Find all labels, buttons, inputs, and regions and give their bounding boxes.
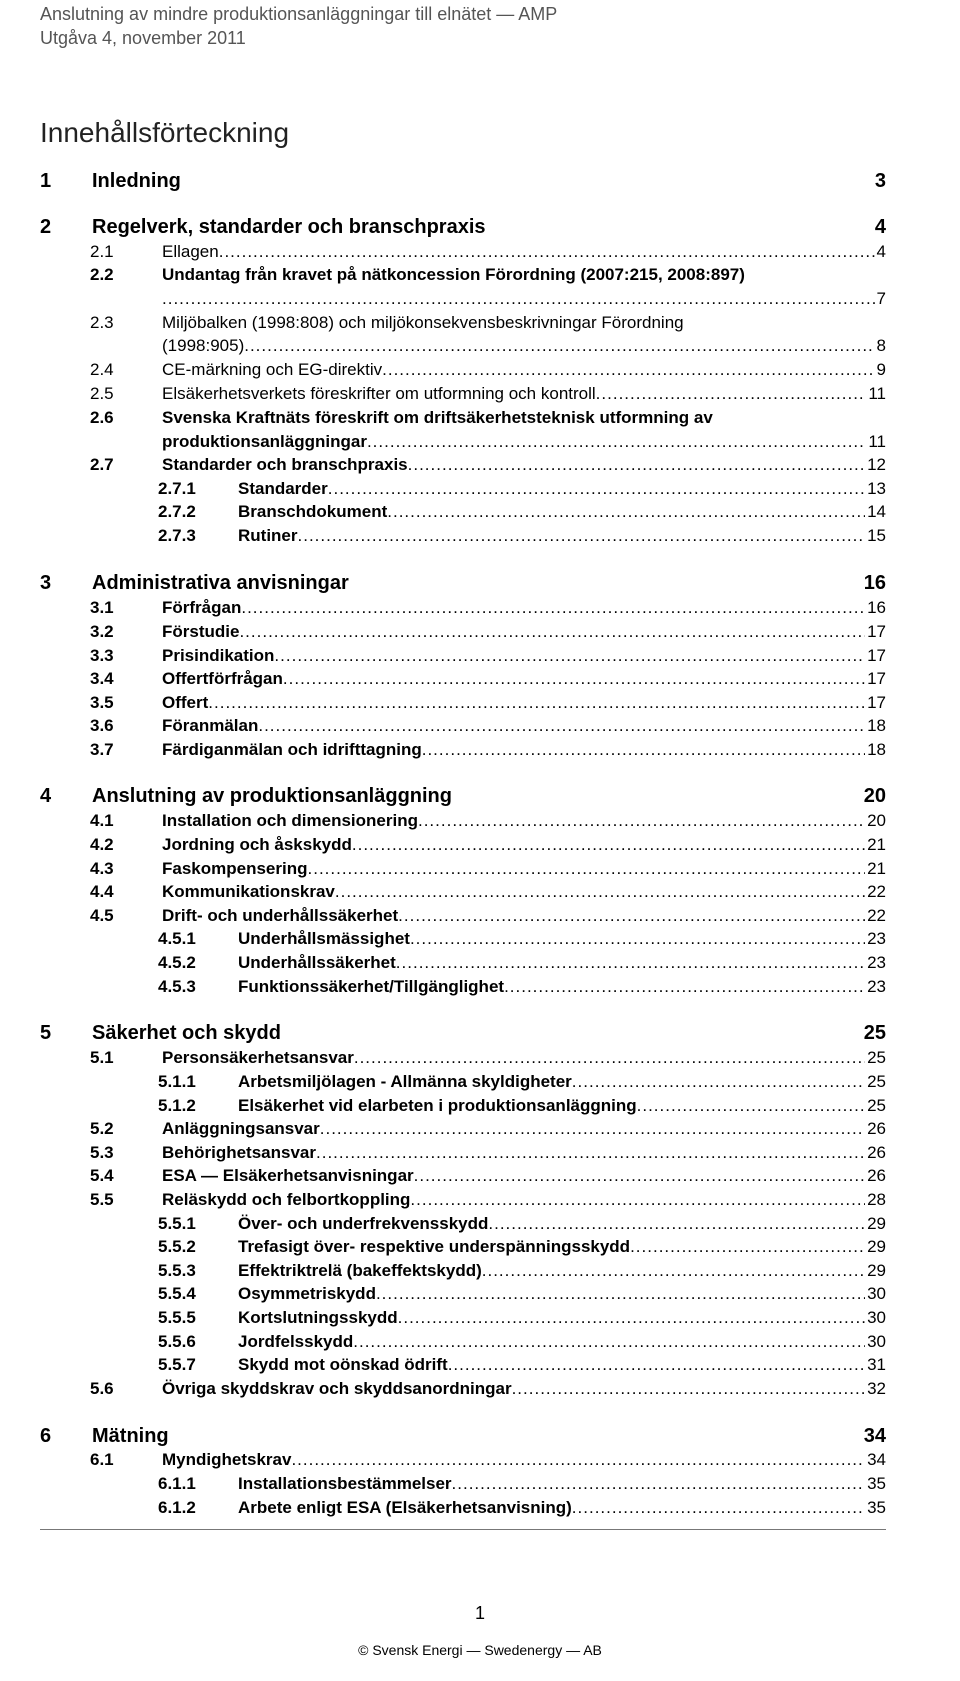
toc-page: 20 (867, 811, 886, 830)
leader-dots (354, 1046, 865, 1070)
toc-page: 29 (867, 1237, 886, 1256)
toc-title: Administrativa anvisningar (92, 572, 349, 594)
toc-entry-3-7[interactable] (90, 738, 886, 762)
toc-page: 25 (867, 1096, 886, 1115)
toc-title: Undantag från kravet på nätkoncession Förordning (2007:215, 2008:897) (162, 265, 745, 284)
toc-title: Ellagen (162, 242, 219, 261)
toc-title: Svenska Kraftnäts föreskrift om driftsäkerhetsteknisk utformning av (162, 408, 713, 427)
toc-page: 4 (874, 216, 886, 238)
toc-title: Elsäkerhetsverkets föreskrifter om utformning och kontroll (162, 384, 596, 403)
toc-title: Arbetsmiljölagen - Allmänna skyldigheter (238, 1072, 572, 1091)
toc-page: 9 (876, 360, 886, 379)
toc-number: 2.7.3 (158, 526, 196, 545)
toc-entry-4-5[interactable] (90, 904, 886, 928)
toc-page: 14 (867, 502, 886, 521)
toc-page: 22 (867, 906, 886, 925)
toc-page: 29 (867, 1214, 886, 1233)
toc-entry-2-6[interactable] (90, 406, 713, 430)
toc-title: Funktionssäkerhet/Tillgänglighet (238, 977, 505, 996)
toc-title: CE-märkning och EG-direktiv (162, 360, 383, 379)
leader-dots (398, 904, 865, 928)
toc-entry-5-5-1[interactable] (158, 1212, 886, 1236)
leader-dots (572, 1496, 865, 1520)
toc-number: 3.6 (90, 716, 114, 735)
leader-dots (219, 240, 875, 264)
toc-number: 4.1 (90, 811, 114, 830)
toc-title: Inledning (92, 170, 181, 192)
toc-entry-5-5-2[interactable] (158, 1235, 886, 1259)
toc-entry-3-1[interactable] (90, 596, 886, 620)
toc-number: 5.5 (90, 1190, 114, 1209)
toc-title: Effektriktrelä (bakeffektskydd) (238, 1261, 482, 1280)
toc-title: Föranmälan (162, 716, 259, 735)
toc-title: (1998:905) (162, 336, 245, 355)
toc-number: 4.5 (90, 906, 114, 925)
toc-number: 5.5.5 (158, 1308, 196, 1327)
toc-number: 1 (40, 170, 52, 192)
toc-title: Behörighetsansvar (162, 1143, 316, 1162)
leader-dots (572, 1070, 865, 1094)
toc-page: 31 (867, 1355, 886, 1374)
leader-dots (387, 500, 865, 524)
toc-page: 16 (863, 572, 886, 594)
toc-title: Installationsbestämmelser (238, 1474, 452, 1493)
toc-entry-4-5-2[interactable] (158, 951, 886, 975)
toc-title: Standarder (238, 479, 328, 498)
toc-page: 25 (867, 1048, 886, 1067)
toc-title: Drift- och underhållssäkerhet (162, 906, 399, 925)
toc-chapter-4[interactable] (40, 783, 886, 809)
toc-chapter-2[interactable] (40, 214, 886, 240)
leader-dots (488, 1212, 865, 1236)
leader-dots (418, 809, 865, 833)
toc-page: 8 (876, 336, 886, 355)
toc-page: 22 (867, 882, 886, 901)
toc-page: 21 (867, 859, 886, 878)
toc-entry-6-1-1[interactable] (158, 1472, 886, 1496)
leader-dots (316, 1141, 865, 1165)
toc-page: 17 (867, 622, 886, 641)
toc-page: 20 (863, 785, 886, 807)
toc-number: 3 (40, 572, 52, 594)
toc-title: Anslutning av produktionsanläggning (92, 785, 452, 807)
toc-entry-5-5-3[interactable] (158, 1259, 886, 1283)
toc-title: Trefasigt över- respektive underspänningsskydd (238, 1237, 631, 1256)
toc-number: 2.6 (90, 408, 114, 427)
toc-title: Arbete enligt ESA (Elsäkerhetsanvisning) (238, 1498, 572, 1517)
toc-page: 21 (867, 835, 886, 854)
toc-number: 3.5 (90, 693, 114, 712)
copyright-notice: © Svensk Energi — Swedenergy — AB (358, 1642, 602, 1658)
toc-number: 5.1.2 (158, 1096, 196, 1115)
toc-page: 3 (874, 170, 886, 192)
toc-page: 34 (863, 1425, 886, 1447)
toc-entry-2-7-2[interactable] (158, 500, 886, 524)
toc-title: Säkerhet och skydd (92, 1022, 281, 1044)
toc-entry-2-7[interactable] (90, 453, 886, 477)
leader-dots (258, 714, 865, 738)
toc-number: 3.3 (90, 646, 114, 665)
toc-title: Kommunikationskrav (162, 882, 335, 901)
toc-page: 26 (867, 1166, 886, 1185)
toc-page: 17 (867, 693, 886, 712)
toc-number: 5.5.6 (158, 1332, 196, 1351)
toc-page: 7 (876, 289, 886, 308)
leader-dots (241, 596, 865, 620)
toc-entry-3-6[interactable] (90, 714, 886, 738)
toc-page: 30 (867, 1308, 886, 1327)
toc-page: 23 (867, 977, 886, 996)
leader-dots (352, 833, 865, 857)
toc-page: 35 (867, 1498, 886, 1517)
toc-entry-5-1-2[interactable] (158, 1094, 886, 1118)
toc-number: 5.1.1 (158, 1072, 196, 1091)
toc-number: 5.2 (90, 1119, 114, 1138)
toc-number: 6.1.1 (158, 1474, 196, 1493)
toc-entry-5-5-6[interactable] (158, 1330, 886, 1354)
toc-title: Rutiner (238, 526, 298, 545)
toc-number: 2.7.2 (158, 502, 196, 521)
toc-chapter-1[interactable] (40, 168, 886, 194)
toc-page: 32 (867, 1379, 886, 1398)
toc-title: Kortslutningsskydd (238, 1308, 398, 1327)
toc-number: 5.5.1 (158, 1214, 196, 1233)
toc-number: 2.7 (90, 455, 114, 474)
toc-number: 2.5 (90, 384, 114, 403)
toc-page: 16 (867, 598, 886, 617)
toc-entry-2-6-cont[interactable] (162, 430, 886, 454)
toc-page: 25 (867, 1072, 886, 1091)
toc-page: 12 (867, 455, 886, 474)
leader-dots (274, 644, 865, 668)
toc-title: Anläggningsansvar (162, 1119, 320, 1138)
toc-entry-4-5-3[interactable] (158, 975, 886, 999)
leader-dots (239, 620, 865, 644)
leader-dots (596, 382, 867, 406)
toc-entry-3-3[interactable] (90, 644, 886, 668)
toc-entry-6-1-2[interactable] (158, 1496, 886, 1520)
toc-title: Installation och dimensionering (162, 811, 418, 830)
toc-number: 5.5.2 (158, 1237, 196, 1256)
toc-entry-5-5-5[interactable] (158, 1306, 886, 1330)
leader-dots (408, 453, 865, 477)
leader-dots (367, 430, 866, 454)
leader-dots (448, 1353, 865, 1377)
toc-title: Standarder och branschpraxis (162, 455, 408, 474)
toc-entry-4-3[interactable] (90, 857, 886, 881)
toc-page: 18 (867, 740, 886, 759)
leader-dots (283, 667, 865, 691)
toc-number: 2.7.1 (158, 479, 196, 498)
toc-number: 6 (40, 1425, 52, 1447)
toc-number: 4.4 (90, 882, 114, 901)
leader-dots (512, 1377, 866, 1401)
toc-title: Mätning (92, 1425, 169, 1447)
toc-number: 4 (40, 785, 52, 807)
toc-number: 2.4 (90, 360, 114, 379)
toc-title: Skydd mot oönskad ödrift (238, 1355, 448, 1374)
toc-number: 4.3 (90, 859, 114, 878)
toc-entry-2-4[interactable] (90, 358, 886, 382)
toc-title: produktionsanläggningar (162, 432, 367, 451)
toc-chapter-3[interactable] (40, 570, 886, 596)
toc-page: 4 (876, 242, 886, 261)
toc-entry-4-1[interactable] (90, 809, 886, 833)
toc-entry-5-1-1[interactable] (158, 1070, 886, 1094)
toc-entry-5-5[interactable] (90, 1188, 886, 1212)
toc-entry-3-5[interactable] (90, 691, 886, 715)
leader-dots (328, 477, 865, 501)
page-title: Innehållsförteckning (40, 117, 290, 148)
toc-title: Miljöbalken (1998:808) och miljökonsekvensbeskrivningar Förordning (162, 313, 684, 332)
toc-number: 5.5.3 (158, 1261, 196, 1280)
toc-number: 5.5.4 (158, 1284, 196, 1303)
leader-dots (308, 857, 866, 881)
toc-number: 5.5.7 (158, 1355, 196, 1374)
toc-entry-2-7-3[interactable] (158, 524, 886, 548)
leader-dots (414, 1164, 865, 1188)
toc-page: 34 (867, 1450, 886, 1469)
toc-page: 26 (867, 1143, 886, 1162)
toc-number: 6.1 (90, 1450, 114, 1469)
toc-page: 23 (867, 929, 886, 948)
toc-entry-3-4[interactable] (90, 667, 886, 691)
toc-page: 30 (867, 1284, 886, 1303)
toc-page: 23 (867, 953, 886, 972)
toc-number: 6.1.2 (158, 1498, 196, 1517)
leader-dots (244, 334, 874, 358)
page-number: 1 (474, 1603, 485, 1623)
toc-page: 18 (867, 716, 886, 735)
toc-number: 3.7 (90, 740, 114, 759)
toc-entry-5-3[interactable] (90, 1141, 886, 1165)
toc-number: 5.6 (90, 1379, 114, 1398)
toc-entry-2-2[interactable] (90, 263, 745, 287)
leader-dots (422, 738, 865, 762)
toc-number: 2.3 (90, 313, 114, 332)
toc-entry-6-1[interactable] (90, 1448, 886, 1472)
toc-title: Underhållsmässighet (238, 929, 410, 948)
toc-entry-2-5[interactable] (90, 382, 886, 406)
toc-number: 4.2 (90, 835, 114, 854)
leader-dots (410, 927, 865, 951)
footer-divider (40, 1529, 886, 1530)
toc-entry-2-3[interactable] (90, 311, 684, 335)
toc-number: 5.1 (90, 1048, 114, 1067)
toc-title: ESA — Elsäkerhetsanvisningar (162, 1166, 414, 1185)
toc-page: 15 (867, 526, 886, 545)
toc-title: Personsäkerhetsansvar (162, 1048, 354, 1067)
header-edition: Utgåva 4, november 2011 (40, 28, 246, 48)
toc-title: Elsäkerhet vid elarbeten i produktionsanläggning (238, 1096, 637, 1115)
toc-entry-4-2[interactable] (90, 833, 886, 857)
toc-title: Jordning och åskskydd (162, 835, 352, 854)
toc-title: Offertförfrågan (162, 669, 283, 688)
toc-title: Regelverk, standarder och branschpraxis (92, 216, 486, 238)
toc-title: Jordfelsskydd (238, 1332, 354, 1351)
toc-title: Färdiganmälan och idrifttagning (162, 740, 422, 759)
leader-dots (376, 1282, 865, 1306)
toc-page: 29 (867, 1261, 886, 1280)
toc-number: 4.5.1 (158, 929, 196, 948)
toc-title: Myndighetskrav (162, 1450, 292, 1469)
leader-dots (382, 358, 874, 382)
toc-entry-5-1[interactable] (90, 1046, 886, 1070)
toc-number: 2 (40, 216, 52, 238)
toc-chapter-6[interactable] (40, 1423, 886, 1449)
toc-number: 2.1 (90, 242, 114, 261)
toc-title: Reläskydd och felbortkoppling (162, 1190, 411, 1209)
toc-title: Övriga skyddskrav och skyddsanordningar (162, 1379, 512, 1398)
toc-entry-2-1[interactable] (90, 240, 886, 264)
leader-dots (637, 1094, 865, 1118)
toc-title: Förfrågan (162, 598, 242, 617)
toc-page: 17 (867, 646, 886, 665)
toc-page: 17 (867, 669, 886, 688)
toc-number: 3.4 (90, 669, 114, 688)
toc-entry-2-3-cont[interactable] (162, 334, 886, 358)
leader-dots (353, 1330, 865, 1354)
toc-number: 4.5.3 (158, 977, 196, 996)
toc-page: 11 (868, 384, 886, 403)
toc-entry-2-2-cont[interactable] (162, 287, 886, 311)
toc-title: Underhållssäkerhet (238, 953, 396, 972)
leader-dots (630, 1235, 865, 1259)
toc-entry-2-7-1[interactable] (158, 477, 886, 501)
leader-dots (482, 1259, 865, 1283)
toc-title: Faskompensering (162, 859, 308, 878)
toc-entry-5-2[interactable] (90, 1117, 886, 1141)
toc-entry-4-4[interactable] (90, 880, 886, 904)
document-header (40, 2, 557, 50)
leader-dots (452, 1472, 866, 1496)
toc-page: 28 (867, 1190, 886, 1209)
leader-dots (396, 951, 865, 975)
toc-entry-5-5-7[interactable] (158, 1353, 886, 1377)
toc-page: 13 (867, 479, 886, 498)
toc-number: 5 (40, 1022, 52, 1044)
toc-page: 35 (867, 1474, 886, 1493)
toc-title: Offert (162, 693, 209, 712)
leader-dots (398, 1306, 865, 1330)
leader-dots (320, 1117, 865, 1141)
toc-page: 30 (867, 1332, 886, 1351)
leader-dots (162, 287, 875, 311)
toc-title: Branschdokument (238, 502, 388, 521)
toc-number: 3.2 (90, 622, 114, 641)
toc-entry-5-5-4[interactable] (158, 1282, 886, 1306)
toc-title: Förstudie (162, 622, 240, 641)
leader-dots (335, 880, 865, 904)
leader-dots (410, 1188, 865, 1212)
toc-chapter-5[interactable] (40, 1020, 886, 1046)
toc-number: 5.3 (90, 1143, 114, 1162)
toc-number: 5.4 (90, 1166, 114, 1185)
leader-dots (208, 691, 865, 715)
toc-number: 2.2 (90, 265, 114, 284)
header-title: Anslutning av mindre produktionsanläggningar till elnätet — AMP (40, 4, 558, 24)
toc-entry-5-4[interactable] (90, 1164, 886, 1188)
toc-page: 11 (868, 432, 886, 451)
toc-entry-4-5-1[interactable] (158, 927, 886, 951)
toc-number: 4.5.2 (158, 953, 196, 972)
toc-page: 25 (863, 1022, 886, 1044)
toc-page: 26 (867, 1119, 886, 1138)
toc-title: Prisindikation (162, 646, 275, 665)
leader-dots (298, 524, 866, 548)
toc-title: Över- och underfrekvensskydd (238, 1214, 489, 1233)
toc-number: 3.1 (90, 598, 114, 617)
leader-dots (291, 1448, 865, 1472)
leader-dots (504, 975, 865, 999)
toc-entry-3-2[interactable] (90, 620, 886, 644)
toc-title: Osymmetriskydd (238, 1284, 376, 1303)
toc-entry-5-6[interactable] (90, 1377, 886, 1401)
